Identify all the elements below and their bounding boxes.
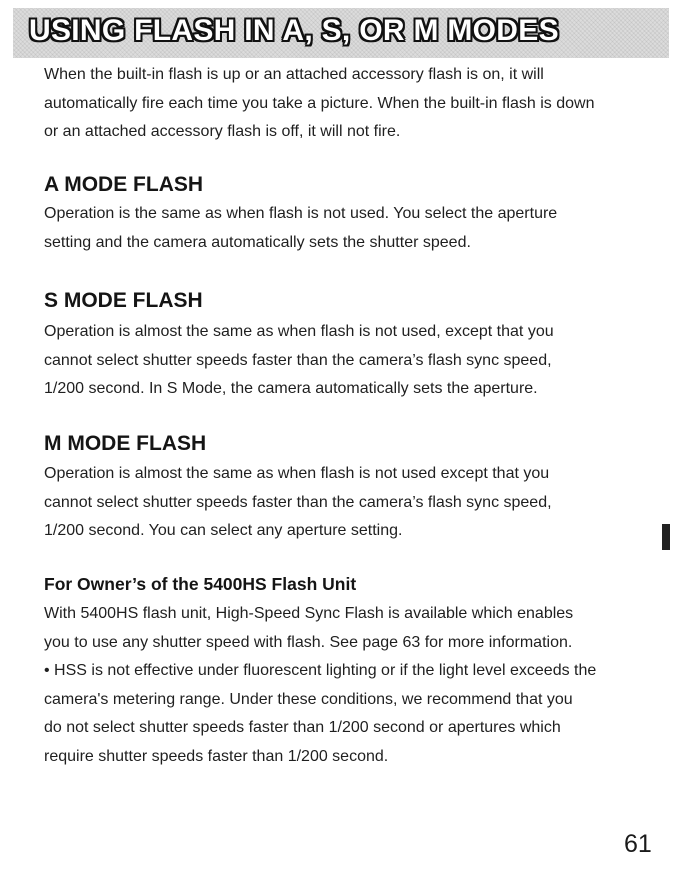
section-body-a-mode	[44, 200, 664, 257]
body-line: do not select shutter speeds faster than 1/200 second or apertures which	[44, 719, 561, 736]
owners-note-heading: For Owner’s of the 5400HS Flash Unit	[44, 574, 357, 594]
body-line: • HSS is not effective under fluorescent lighting or if the light level exceeds the	[44, 662, 597, 679]
body-line: Operation is almost the same as when flash is not used, except that you	[44, 323, 554, 340]
body-line: setting and the camera automatically sets the shutter speed.	[44, 233, 471, 251]
intro-line: When the built-in flash is up or an attached accessory flash is on, it will	[44, 66, 544, 83]
body-line: require shutter speeds faster than 1/200 second.	[44, 747, 389, 765]
body-line: cannot select shutter speeds faster than the camera’s flash sync speed,	[44, 351, 552, 369]
page-edge-tab	[662, 524, 670, 550]
body-line: cannot select shutter speeds faster than the camera’s flash sync speed,	[44, 493, 552, 511]
owners-note-body	[44, 600, 664, 771]
section-heading-m-mode: M MODE FLASH	[44, 432, 207, 455]
body-line: With 5400HS flash unit, High-Speed Sync Flash is available which enables	[44, 605, 574, 622]
page-title: USING FLASH IN A, S, OR M MODES	[29, 14, 559, 47]
body-line: 1/200 second. In S Mode, the camera automatically sets the aperture.	[44, 380, 538, 397]
section-heading-a-mode: A MODE FLASH	[44, 173, 204, 196]
intro-paragraph	[44, 61, 664, 147]
section-body-m-mode	[44, 460, 664, 546]
page-number: 61	[624, 830, 652, 858]
intro-line: or an attached accessory flash is off, it will not fire.	[44, 123, 401, 140]
body-line: you to use any shutter speed with flash. See page 63 for more information.	[44, 633, 573, 651]
section-body-s-mode	[44, 318, 664, 404]
section-heading-s-mode: S MODE FLASH	[44, 289, 203, 312]
intro-line: automatically fire each time you take a picture. When the built-in flash is down	[44, 94, 595, 112]
body-line: 1/200 second. You can select any aperture setting.	[44, 522, 403, 539]
body-line: Operation is almost the same as when flash is not used except that you	[44, 465, 550, 482]
body-line: Operation is the same as when flash is not used. You select the aperture	[44, 205, 558, 222]
body-line: camera's metering range. Under these conditions, we recommend that you	[44, 690, 573, 708]
